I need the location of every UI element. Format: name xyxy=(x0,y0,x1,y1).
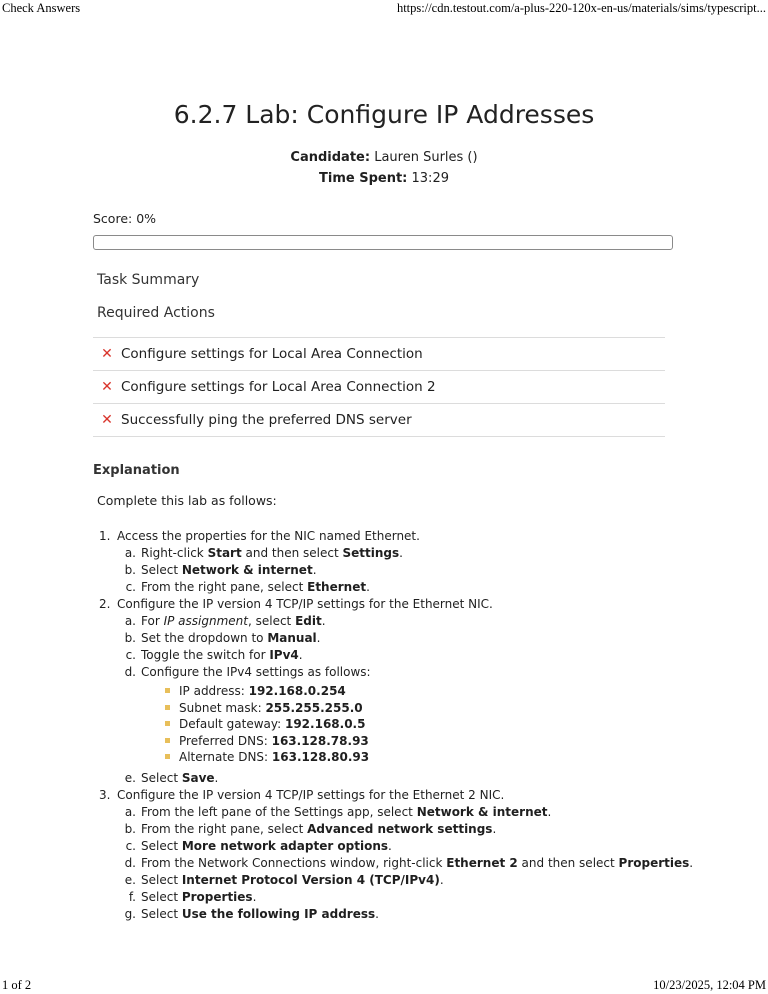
settings-bullet-item xyxy=(163,700,713,717)
text-segment: . xyxy=(492,821,497,836)
text-segment: Select xyxy=(141,770,182,785)
fail-x-icon: ✕ xyxy=(101,379,113,395)
text-segment: Alternate DNS: xyxy=(179,750,272,764)
required-action-text: Successfully ping the preferred DNS server xyxy=(121,412,412,428)
required-action-text: Configure settings for Local Area Connection 2 xyxy=(121,379,436,395)
substep-letter: d. xyxy=(124,665,136,679)
settings-bullet-list xyxy=(163,683,713,766)
task-summary-heading: Task Summary xyxy=(97,272,200,288)
required-action-item xyxy=(93,404,665,437)
bold-text: Properties xyxy=(618,855,690,870)
text-segment: . xyxy=(388,838,392,853)
explanation-intro: Complete this lab as follows: xyxy=(97,493,277,508)
bold-text: Advanced network settings xyxy=(307,821,493,836)
text-segment: and then select xyxy=(241,546,343,560)
text-segment: Configure the IP version 4 TCP/IP settings for the Ethernet NIC. xyxy=(117,597,493,611)
score-text: Score: 0% xyxy=(93,211,157,226)
substep-text xyxy=(141,579,713,596)
fail-x-icon: ✕ xyxy=(101,346,113,362)
bold-text: 163.128.80.93 xyxy=(271,750,370,764)
text-segment: . xyxy=(214,770,219,785)
page-title: 6.2.7 Lab: Configure IP Addresses xyxy=(173,100,595,129)
text-segment: Select xyxy=(141,872,182,887)
substep-letter: e. xyxy=(124,872,136,887)
bold-text: Save xyxy=(181,770,215,785)
substep-item xyxy=(117,770,713,787)
candidate-value: Lauren Surles () xyxy=(374,150,478,165)
bullet-square-icon xyxy=(165,705,170,710)
text-segment: . xyxy=(321,614,326,628)
explanation-steps xyxy=(93,528,713,923)
text-segment: . xyxy=(399,546,403,560)
step-number: 1. xyxy=(99,529,111,543)
text-segment: Default gateway: xyxy=(179,717,285,731)
substep-letter: c. xyxy=(125,838,136,853)
text-segment: From the right pane, select xyxy=(141,821,308,836)
substep-letter: b. xyxy=(124,631,136,645)
text-segment: Toggle the switch for xyxy=(141,648,270,662)
bold-text: Start xyxy=(207,546,242,560)
text-segment: . xyxy=(439,872,444,887)
settings-bullet-item xyxy=(163,683,713,700)
substep-item xyxy=(117,906,713,923)
candidate-label: Candidate: xyxy=(290,150,371,165)
text-segment: From the left pane of the Settings app, select xyxy=(141,804,417,819)
substep-letter: a. xyxy=(124,614,136,628)
text-segment: . xyxy=(689,855,694,870)
bold-text: 255.255.255.0 xyxy=(265,700,363,715)
substep-item xyxy=(117,545,713,562)
text-segment: IP address: xyxy=(179,684,249,698)
required-action-text: Configure settings for Local Area Connection xyxy=(121,346,423,362)
bold-text: Internet Protocol Version 4 (TCP/IPv4) xyxy=(181,872,440,887)
bullet-square-icon xyxy=(165,688,170,693)
substep-text xyxy=(141,889,713,906)
substep-item xyxy=(117,872,713,889)
substep-item xyxy=(117,855,713,872)
text-segment: From the right pane, select xyxy=(141,580,308,594)
print-footer-page: 1 of 2 xyxy=(2,978,32,992)
required-actions-list xyxy=(93,337,665,437)
bold-text: 163.128.78.93 xyxy=(271,733,369,748)
substep-letter: c. xyxy=(125,648,136,662)
substep-item xyxy=(117,647,713,664)
bold-text: Network & internet xyxy=(416,804,548,819)
bold-text: Use the following IP address xyxy=(181,906,376,921)
text-segment: Subnet mask: xyxy=(179,700,266,715)
substep-item xyxy=(117,664,713,766)
step-number: 3. xyxy=(99,787,111,802)
bold-text: Edit xyxy=(295,614,322,628)
bullet-square-icon xyxy=(165,721,170,726)
step-text xyxy=(117,596,713,613)
required-action-item xyxy=(93,371,665,404)
substep-item xyxy=(117,579,713,596)
settings-bullet-item xyxy=(163,733,713,750)
step-item xyxy=(93,528,713,596)
substep-text xyxy=(141,770,713,787)
substep-letter: b. xyxy=(124,821,136,836)
required-action-item xyxy=(93,338,665,371)
step-item xyxy=(93,787,713,923)
settings-bullet-item xyxy=(163,716,713,733)
bold-text: Manual xyxy=(267,631,317,645)
bold-text: Ethernet xyxy=(307,580,367,594)
text-segment: . xyxy=(547,804,552,819)
italic-text: IP assignment xyxy=(163,614,248,628)
substep-text xyxy=(141,613,713,630)
text-segment: Select xyxy=(141,906,182,921)
bullet-square-icon xyxy=(165,754,170,759)
substep-text xyxy=(141,855,713,872)
candidate-row xyxy=(0,150,768,165)
text-segment: Select xyxy=(141,889,182,904)
print-header-url: https://cdn.testout.com/a-plus-220-120x-en-us/materials/sims/typescript... xyxy=(396,1,766,15)
substep-item xyxy=(117,838,713,855)
text-segment: Configure the IP version 4 TCP/IP settings for the Ethernet 2 NIC. xyxy=(117,787,505,802)
substep-text xyxy=(141,647,713,664)
text-segment: Select xyxy=(141,563,182,577)
bold-text: Settings xyxy=(342,546,400,560)
substep-text xyxy=(141,821,713,838)
text-segment: From the Network Connections window, right-click xyxy=(141,855,447,870)
text-segment: Select xyxy=(141,838,182,853)
substep-text xyxy=(141,906,713,923)
bold-text: Properties xyxy=(181,889,253,904)
bold-text: 192.168.0.254 xyxy=(248,684,346,698)
bold-text: Network & internet xyxy=(181,563,313,577)
step-item xyxy=(93,596,713,787)
fail-x-icon: ✕ xyxy=(101,412,113,428)
substep-letter: a. xyxy=(124,804,136,819)
score-progress-bar xyxy=(93,235,673,250)
substep-letter: f. xyxy=(128,889,136,904)
settings-bullet-item xyxy=(163,749,713,766)
text-segment: . xyxy=(316,631,321,645)
bold-text: Ethernet 2 xyxy=(446,855,518,870)
substep-letter: g. xyxy=(124,906,136,921)
bold-text: More network adapter options xyxy=(181,838,389,853)
substep-letter: c. xyxy=(125,580,136,594)
substep-letter: d. xyxy=(124,855,136,870)
text-segment: and then select xyxy=(517,855,619,870)
substep-letter: e. xyxy=(124,770,136,785)
step-number: 2. xyxy=(99,597,111,611)
step-text xyxy=(117,787,713,804)
text-segment: , select xyxy=(247,614,296,628)
required-actions-heading: Required Actions xyxy=(97,305,215,321)
text-segment: Configure the IPv4 settings as follows: xyxy=(141,665,371,679)
substep-item xyxy=(117,821,713,838)
print-footer-date: 10/23/2025, 12:04 PM xyxy=(653,978,766,992)
time-spent-value: 13:29 xyxy=(411,171,449,186)
substep-text xyxy=(141,872,713,889)
time-spent-label: Time Spent: xyxy=(319,171,408,186)
substep-text xyxy=(141,545,713,562)
step-text xyxy=(117,528,713,545)
substep-item xyxy=(117,562,713,579)
substep-text xyxy=(141,630,713,647)
substep-text xyxy=(141,838,713,855)
text-segment: . xyxy=(366,580,370,594)
substep-item xyxy=(117,613,713,630)
text-segment: For xyxy=(141,614,164,628)
explanation-heading: Explanation xyxy=(93,463,180,478)
print-header-title: Check Answers xyxy=(2,1,81,15)
text-segment: Right-click xyxy=(141,546,208,560)
bold-text: IPv4 xyxy=(269,648,299,662)
substep-item xyxy=(117,889,713,906)
substep-letter: b. xyxy=(124,563,136,577)
text-segment: Access the properties for the NIC named Ethernet. xyxy=(117,529,420,543)
text-segment: . xyxy=(375,906,379,921)
substep-text xyxy=(141,562,713,579)
substep-letter: a. xyxy=(124,546,136,560)
bullet-square-icon xyxy=(165,738,170,743)
text-segment: . xyxy=(252,889,257,904)
text-segment: . xyxy=(312,563,317,577)
time-spent-row xyxy=(0,171,768,186)
substep-item xyxy=(117,630,713,647)
text-segment: Preferred DNS: xyxy=(179,733,272,748)
substep-text xyxy=(141,804,713,821)
text-segment: Set the dropdown to xyxy=(141,631,268,645)
bold-text: 192.168.0.5 xyxy=(284,717,366,731)
substep-text xyxy=(141,664,713,681)
substep-item xyxy=(117,804,713,821)
text-segment: . xyxy=(298,648,303,662)
